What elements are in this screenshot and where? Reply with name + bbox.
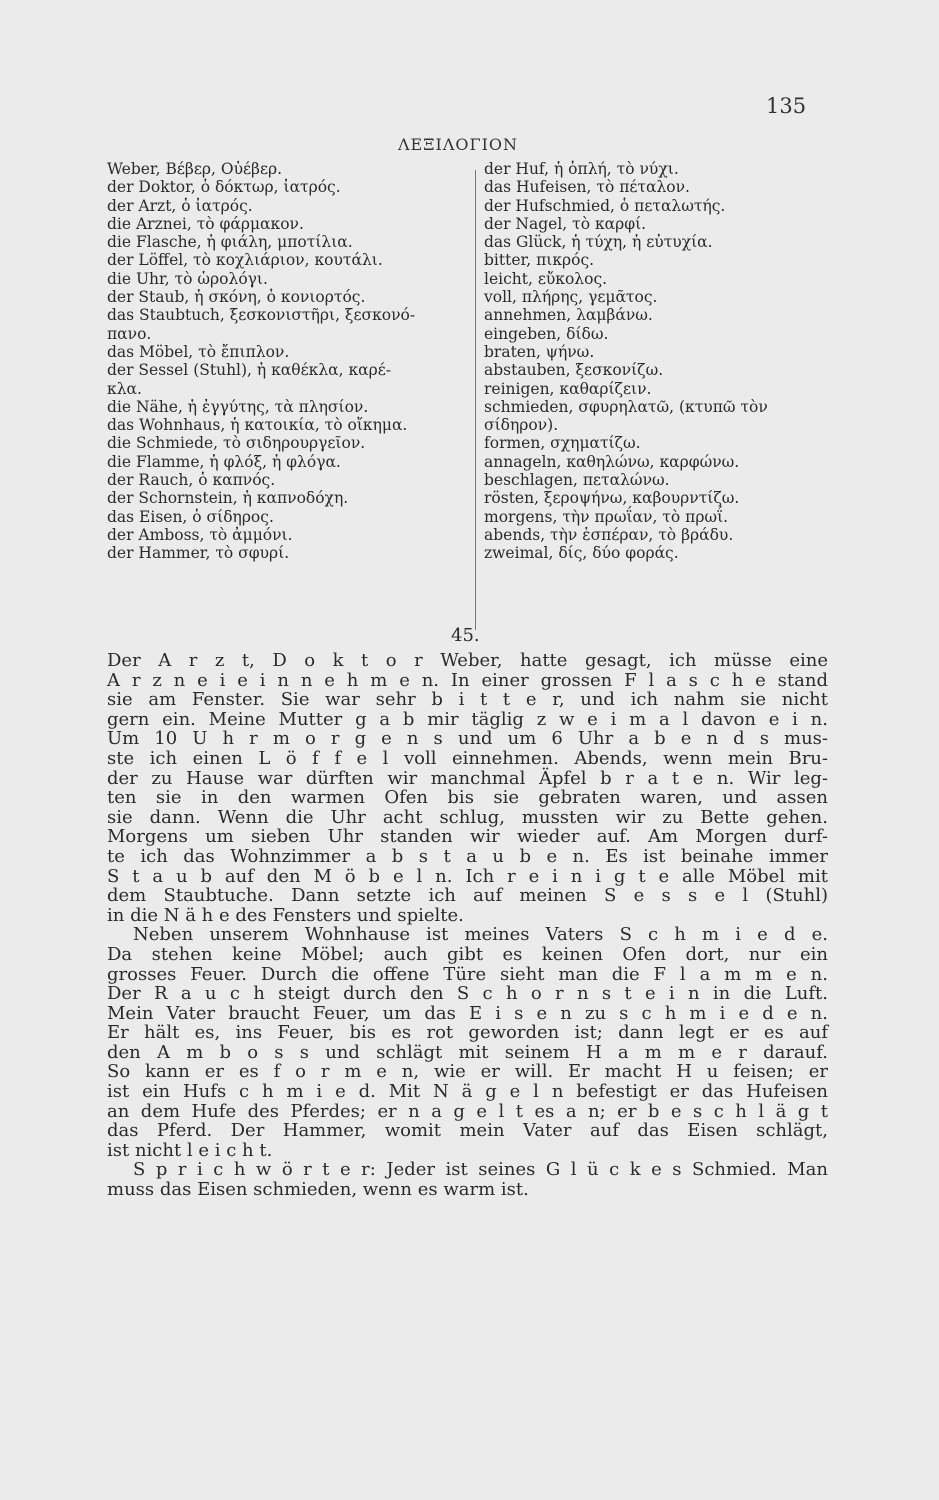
glossary-entry: der Hufschmied, ὁ πεταλωτής. <box>484 196 726 215</box>
glossary-entry: abends, τὴν ἑσπέραν, τὸ βράδυ. <box>484 525 734 544</box>
glossary-left-column <box>107 160 415 563</box>
glossary-entry: der Löffel, τὸ κοχλιάριον, κουτάλι. <box>107 251 383 270</box>
glossary-entry: das Hufeisen, τὸ πέταλον. <box>484 178 690 197</box>
glossary-entry: braten, ψήνω. <box>484 342 595 361</box>
glossary-entry: bitter, πικρός. <box>484 251 595 270</box>
text-line: sie am Fenster. Sie war sehr b i t t e r, und ich nahm sie nicht <box>107 689 828 711</box>
glossary-entry: der Staub, ἡ σκόνη, ὁ κονιορτός. <box>107 288 366 307</box>
glossary-entry: πανο. <box>107 324 152 343</box>
text-line: grosses Feuer. Durch die offene Türe sieht man die F l a m m e n. <box>107 963 828 985</box>
text-line: Neben unserem Wohnhause ist meines Vaters S c h m i e d e. <box>133 924 828 946</box>
glossary-entry: morgens, τὴν πρωΐαν, τὸ πρωΐ. <box>484 507 729 526</box>
text-line: Er hält es, ins Feuer, bis es rot geworden ist; dann legt er es auf <box>107 1022 828 1044</box>
text-line: ist nicht l e i c h t. <box>107 1139 273 1161</box>
glossary-entry: der Sessel (Stuhl), ἡ καθέκλα, καρέ- <box>107 361 392 380</box>
glossary-entry: das Eisen, ὁ σίδηρος. <box>107 507 274 526</box>
glossary-entry: κλα. <box>107 379 142 398</box>
glossary-entry: der Amboss, τὸ ἀμμόνι. <box>107 525 293 544</box>
text-line: sie dann. Wenn die Uhr acht schlug, mussten wir zu Bette gehen. <box>107 806 828 828</box>
lesson-number: 45. <box>451 625 480 646</box>
glossary-entry: der Schornstein, ἡ καπνοδόχη. <box>107 489 349 508</box>
glossary-entry: der Huf, ἡ ὁπλή, τὸ νύχι. <box>484 160 679 178</box>
glossary-entry: reinigen, καθαρίζειν. <box>484 379 652 398</box>
glossary-entry: der Nagel, τὸ καρφί. <box>484 214 647 233</box>
text-line: Der R a u c h steigt durch den S c h o r n s t e i n in die Luft. <box>107 983 828 1005</box>
glossary-entry: formen, σχηματίζω. <box>484 434 641 453</box>
glossary-entry: der Hammer, τὸ σφυρί. <box>107 544 290 563</box>
text-line: S t a u b auf den M ö b e l n. Ich r e i n i g t e alle Möbel mit <box>107 865 828 887</box>
text-line: A r z n e i e i n n e h m e n. In einer grossen F l a s c h e stand <box>107 669 828 691</box>
glossary-entry: das Staubtuch, ξεσκονιστῆρι, ξεσκονό- <box>107 306 416 325</box>
page-number: 135 <box>766 94 807 118</box>
text-line: in die N ä h e des Fensters und spielte. <box>107 904 464 926</box>
glossary-entry: der Doktor, ὁ δόκτωρ, ἰατρός. <box>107 178 341 197</box>
glossary-entry: der Rauch, ὁ καπνός. <box>107 471 276 490</box>
glossary-entry: annageln, καθηλώνω, καρφώνω. <box>484 452 740 471</box>
glossary-entry: voll, πλήρης, γεμᾶτος. <box>484 288 658 307</box>
glossary-entry: die Nähe, ἡ ἐγγύτης, τὰ πλησίον. <box>107 397 369 416</box>
glossary-entry: die Schmiede, τὸ σιδηρουργεῖον. <box>107 434 366 453</box>
section-title: ΛΕΞΙΛΟΓΙΟΝ <box>398 135 519 154</box>
glossary-entry: der Arzt, ὁ ἰατρός. <box>107 196 253 215</box>
glossary-entry: annehmen, λαμβάνω. <box>484 306 653 325</box>
text-line: Da stehen keine Möbel; auch gibt es keinen Ofen dort, nur ein <box>107 943 828 965</box>
glossary-entry: die Flasche, ἡ φιάλη, μποτίλια. <box>107 233 353 252</box>
glossary-entry: leicht, εὔκολος. <box>484 269 608 288</box>
glossary-entry: beschlagen, πεταλώνω. <box>484 471 670 490</box>
glossary-entry: das Wohnhaus, ἡ κατοικία, τὸ οἴκημα. <box>107 416 408 435</box>
text-line: gern ein. Meine Mutter g a b mir täglig z w e i m a l davon e i n. <box>107 708 828 730</box>
text-line: an dem Hufe des Pferdes; er n a g e l t es a n; er b e s c h l ä g t <box>107 1100 828 1122</box>
text-line: den A m b o s s und schlägt mit seinem H a m m e r darauf. <box>107 1041 828 1063</box>
glossary-entry: eingeben, δίδω. <box>484 324 609 343</box>
text-line: te ich das Wohnzimmer a b s t a u b e n. Es ist beinahe immer <box>107 845 828 867</box>
text-line: Der A r z t, D o k t o r Weber, hatte gesagt, ich müsse eine <box>107 650 828 671</box>
column-divider <box>475 170 476 630</box>
glossary-entry: die Arznei, τὸ φάρμακον. <box>107 214 304 233</box>
text-line: Um 10 U h r m o r g e n s und um 6 Uhr a b e n d s mus- <box>107 728 828 750</box>
text-line: muss das Eisen schmieden, wenn es warm ist. <box>107 1179 529 1201</box>
text-line: ste ich einen L ö f f e l voll einnehmen. Abends, wenn mein Bru- <box>107 747 828 769</box>
text-line: ist ein Hufs c h m i e d. Mit N ä g e l n befestigt er das Hufeisen <box>107 1081 828 1103</box>
glossary-entry: das Glück, ἡ τύχη, ἡ εὐτυχία. <box>484 233 713 252</box>
text-line: der zu Hause war dürften wir manchmal Äpfel b r a t e n. Wir leg- <box>107 767 828 789</box>
glossary-entry: schmieden, σφυρηλατῶ, (κτυπῶ τὸν <box>484 397 768 416</box>
glossary-entry: rösten, ξεροψήνω, καβουρντίζω. <box>484 489 740 508</box>
text-line: dem Staubtuche. Dann setzte ich auf meinen S e s s e l (Stuhl) <box>107 885 828 907</box>
glossary-entry: die Flamme, ἡ φλόξ, ἡ φλόγα. <box>107 452 341 471</box>
text-line: Morgens um sieben Uhr standen wir wieder auf. Am Morgen durf- <box>107 826 828 848</box>
glossary-right-column <box>484 160 768 563</box>
glossary-entry: σίδηρον). <box>484 416 559 435</box>
glossary-entry: die Uhr, τὸ ὡρολόγι. <box>107 269 268 288</box>
text-line: So kann er es f o r m e n, wie er will. Er macht H u feisen; er <box>107 1061 828 1083</box>
text-line: das Pferd. Der Hammer, womit mein Vater auf das Eisen schlägt, <box>107 1120 828 1142</box>
glossary-entry: zweimal, δίς, δύο φοράς. <box>484 544 679 563</box>
glossary-entry: Weber, Βέβερ, Οὐέβερ. <box>107 160 283 178</box>
text-line: S p r i c h w ö r t e r: Jeder ist seines G l ü c k e s Schmied. Man <box>133 1159 828 1181</box>
text-line: Mein Vater braucht Feuer, um das E i s e n zu s c h m i e d e n. <box>107 1002 828 1024</box>
glossary-entry: abstauben, ξεσκονίζω. <box>484 361 664 380</box>
glossary-entry: das Möbel, τὸ ἔπιπλον. <box>107 342 290 361</box>
text-line: ten sie in den warmen Ofen bis sie gebraten waren, und assen <box>107 787 828 809</box>
lesson-text <box>107 651 828 1200</box>
